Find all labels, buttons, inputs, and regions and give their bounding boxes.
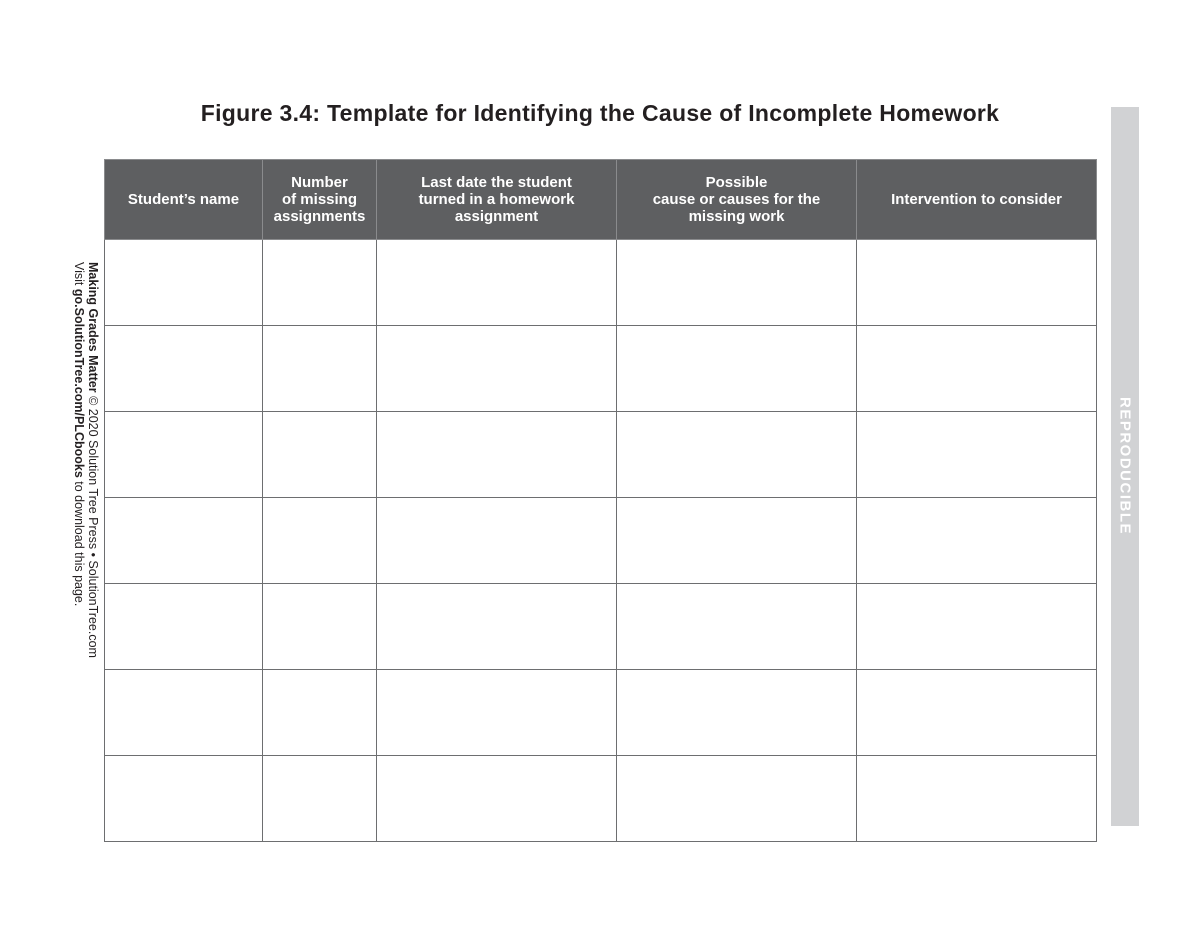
download-suffix: to download this page. (72, 477, 86, 607)
table-row (105, 756, 1097, 842)
header-line: of missing (281, 191, 357, 208)
table-cell (617, 498, 857, 584)
table-cell (857, 756, 1097, 842)
header-last-date (377, 160, 617, 240)
header-line: Student’s name (127, 191, 240, 208)
figure-title: Figure 3.4: Template for Identifying the Cause of Incomplete Homework (200, 100, 1000, 126)
table-cell (377, 670, 617, 756)
table-cell (105, 326, 263, 412)
table-cell (105, 584, 263, 670)
table-cell (617, 584, 857, 670)
table-cell (263, 240, 377, 326)
header-line: cause or causes for the (652, 191, 821, 208)
table-cell (377, 498, 617, 584)
table-cell (857, 412, 1097, 498)
table-cell (105, 756, 263, 842)
table-cell (377, 240, 617, 326)
copyright-text: © 2020 Solution Tree Press • SolutionTree.com (86, 392, 100, 658)
header-row (105, 160, 1097, 240)
table-row (105, 240, 1097, 326)
table-cell (617, 412, 857, 498)
copyright-line (86, 262, 100, 682)
table-cell (377, 326, 617, 412)
header-number-missing (263, 160, 377, 240)
table-cell (617, 756, 857, 842)
download-prefix: Visit (72, 262, 86, 289)
download-line (72, 262, 86, 682)
table-cell (105, 412, 263, 498)
table-cell (263, 326, 377, 412)
table-cell (617, 670, 857, 756)
table-cell (263, 756, 377, 842)
header-line: turned in a homework (418, 191, 575, 208)
header-line: Number (291, 174, 348, 191)
table-cell (263, 584, 377, 670)
table-row (105, 412, 1097, 498)
header-possible-cause (617, 160, 857, 240)
table-cell (617, 326, 857, 412)
table-cell (377, 756, 617, 842)
table-cell (105, 498, 263, 584)
header-students-name (105, 160, 263, 240)
table-cell (857, 240, 1097, 326)
header-line: Intervention to consider (891, 191, 1062, 208)
download-url: go.SolutionTree.com/PLCbooks (72, 288, 86, 478)
table-row (105, 584, 1097, 670)
copyright-note (72, 262, 100, 682)
header-line: missing work (688, 208, 785, 225)
homework-template-table (104, 159, 1097, 842)
table-cell (263, 670, 377, 756)
table-cell (617, 240, 857, 326)
table-cell (263, 498, 377, 584)
table-cell (377, 584, 617, 670)
header-intervention (857, 160, 1097, 240)
header-line: assignment (454, 208, 539, 225)
table-cell (857, 670, 1097, 756)
table-cell (377, 412, 617, 498)
reproducible-label: REPRODUCIBLE (1116, 396, 1134, 536)
table-cell (105, 240, 263, 326)
book-title: Making Grades Matter (86, 262, 100, 393)
header-line: assignments (273, 208, 366, 225)
table-body (105, 240, 1097, 842)
table-row (105, 670, 1097, 756)
header-line: Last date the student (421, 174, 572, 191)
header-line: Possible (705, 174, 768, 191)
table-cell (857, 326, 1097, 412)
table-row (105, 326, 1097, 412)
table-cell (263, 412, 377, 498)
table-cell (857, 498, 1097, 584)
table-cell (857, 584, 1097, 670)
table-row (105, 498, 1097, 584)
table-cell (105, 670, 263, 756)
